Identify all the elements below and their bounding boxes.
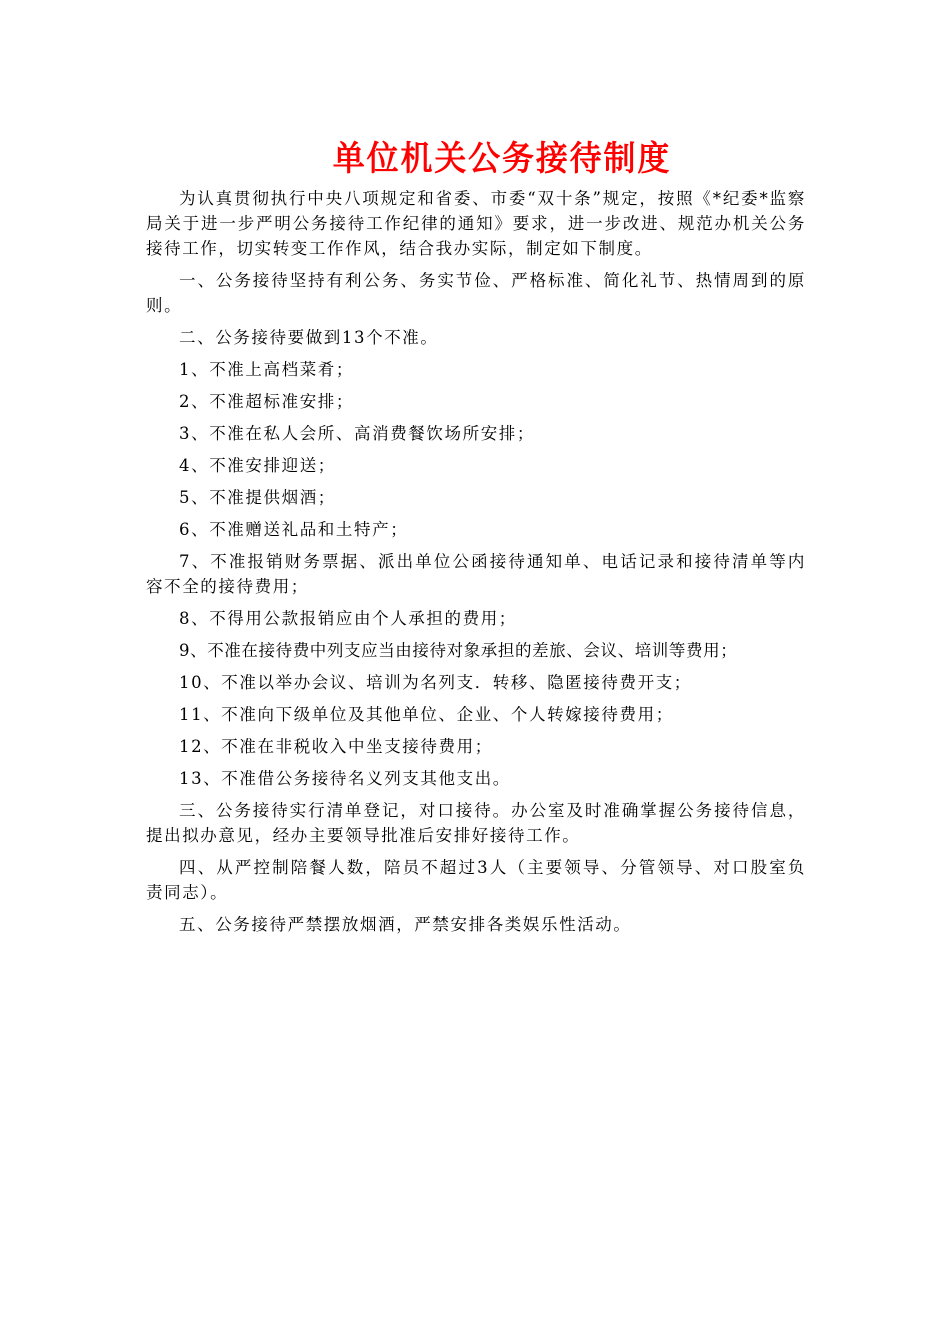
rule-item: 12、不准在非税收入中坐支接待费用； [179, 737, 493, 756]
intro-paragraph: 为认真贯彻执行中央八项规定和省委、市委“双十条”规定，按照《*纪委*监察局关于进一步严明公务接待工作纪律的通知》要求，进一步改进、规范办机关公务接待工作，切实转变工作作风，结合我办实际，制定如下制度。 [146, 189, 806, 258]
section-2-heading: 二、公务接待要做到13个不准。 [179, 328, 439, 347]
section-5-paragraph: 五、公务接待严禁摆放烟酒，严禁安排各类娱乐性活动。 [179, 915, 632, 934]
rule-item: 6、不准赠送礼品和土特产； [179, 520, 409, 539]
rule-item: 4、不准安排迎送； [179, 456, 336, 475]
rule-item: 5、不准提供烟酒； [179, 488, 336, 507]
rule-item: 10、不准以举办会议、培训为名列支．转移、隐匿接待费开支； [179, 673, 692, 692]
document-body [146, 186, 806, 944]
rule-item: 11、不准向下级单位及其他单位、企业、个人转嫁接待费用； [179, 705, 674, 724]
section-4-paragraph: 四、从严控制陪餐人数，陪员不超过3人（主要领导、分管领导、对口股室负责同志）。 [146, 858, 806, 902]
section-3-paragraph: 三、公务接待实行清单登记，对口接待。办公室及时准确掌握公务接待信息，提出拟办意见，经办主要领导批准后安排好接待工作。 [146, 801, 806, 845]
rule-item: 8、不得用公款报销应由个人承担的费用； [179, 609, 517, 628]
rule-item: 2、不准超标准安排； [179, 392, 354, 411]
section-1-principles: 一、公务接待坚持有利公务、务实节俭、严格标准、简化礼节、热情周到的原则。 [146, 271, 806, 315]
document-title: 单位机关公务接待制度 [332, 139, 672, 179]
rule-item: 1、不准上高档菜肴； [179, 360, 354, 379]
rule-item: 13、不准借公务接待名义列支其他支出。 [179, 769, 511, 788]
rule-item: 7、不准报销财务票据、派出单位公函接待通知单、电话记录和接待清单等内容不全的接待费用； [146, 552, 806, 596]
rule-item: 3、不准在私人会所、高消费餐饮场所安排； [179, 424, 535, 443]
rule-item: 9、不准在接待费中列支应当由接待对象承担的差旅、会议、培训等费用； [179, 641, 738, 660]
